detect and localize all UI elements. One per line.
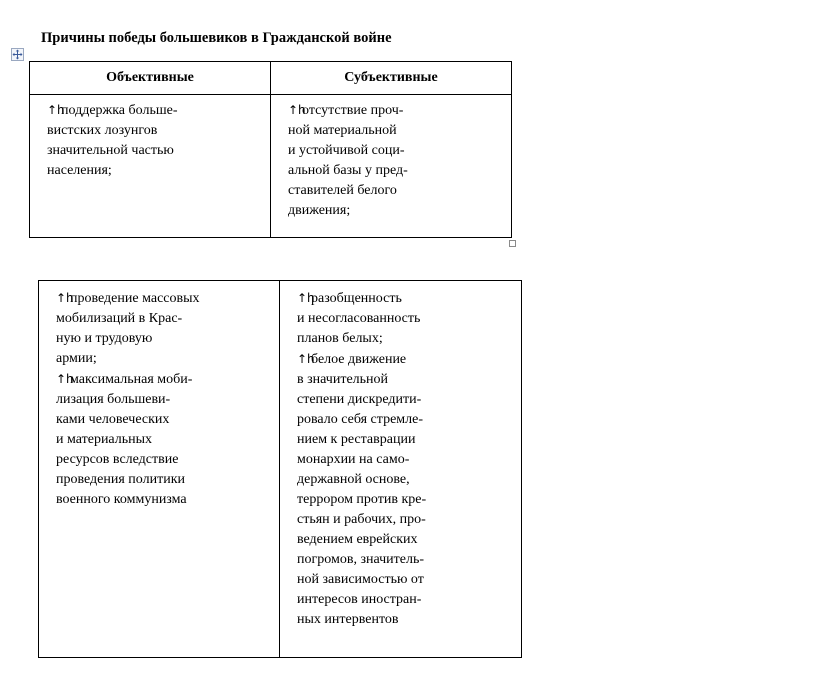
list-item: ↑hотсутствие проч- ной материальной и устойчивой соци- альной базы у пред- ставителей белого движения; bbox=[288, 100, 511, 221]
list-item: ↑hпроведение массовых мобилизаций в Крас- ную и трудовую армии; bbox=[56, 288, 279, 369]
objective-cell bbox=[30, 95, 271, 238]
subjective-cell-continued bbox=[280, 281, 522, 658]
bullet-marker-icon: ↑h bbox=[47, 103, 65, 117]
bullet-marker-icon: ↑h bbox=[297, 291, 315, 305]
bullet-marker-icon: ↑h bbox=[56, 291, 74, 305]
bullet-marker-icon: ↑h bbox=[297, 352, 315, 366]
list-item: ↑hразобщенность и несогласованность планов белых; bbox=[297, 288, 521, 349]
subjective-cell bbox=[271, 95, 512, 238]
list-item: ↑hмаксимальная моби- лизация большеви- ками человеческих и материальных ресурсов вследствие проведения политики военного коммунизма bbox=[56, 369, 279, 510]
causes-table-top bbox=[29, 61, 512, 238]
list-item: ↑hподдержка больше- вистских лозунгов значительной частью населения; bbox=[47, 100, 270, 181]
bullet-marker-icon: ↑h bbox=[288, 103, 306, 117]
header-objective: Объективные bbox=[30, 62, 271, 95]
list-item: ↑hбелое движение в значительной степени дискредити- ровало себя стремле- нием к реставрации монархии на само- державной основе, террором против кре- стьян и рабочих, про- ведением еврейских погромов, значитель- ной зависимостью от интересов иностран- ных интервентов bbox=[297, 349, 521, 630]
table-resize-handle[interactable] bbox=[509, 240, 516, 247]
causes-table-bottom bbox=[38, 280, 522, 658]
bullet-marker-icon: ↑h bbox=[56, 372, 74, 386]
objective-cell-continued bbox=[39, 281, 280, 658]
table-move-icon[interactable] bbox=[11, 48, 24, 61]
page-title: Причины победы большевиков в Гражданской войне bbox=[41, 30, 392, 46]
header-subjective: Субъективные bbox=[271, 62, 512, 95]
